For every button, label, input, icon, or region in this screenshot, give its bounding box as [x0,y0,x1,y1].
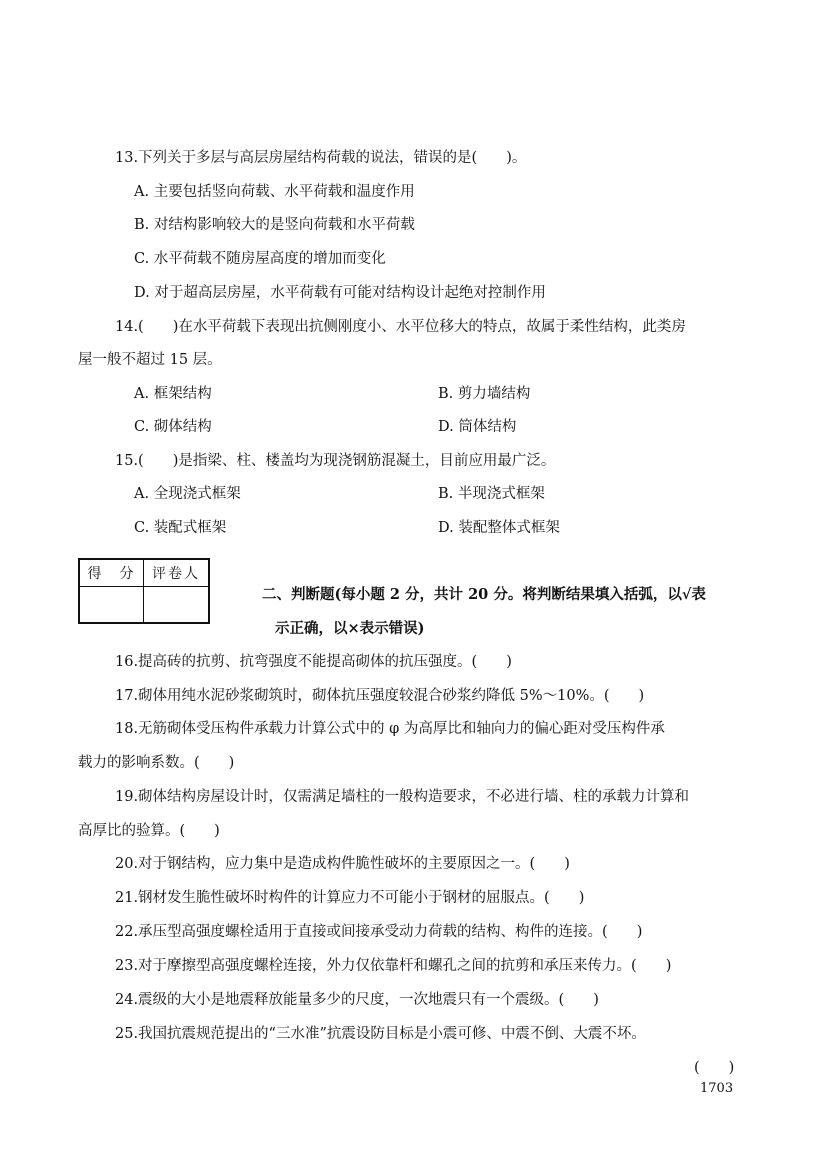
q13-option-a: A. 主要包括竖向荷载、水平荷载和温度作用 [134,184,415,200]
q24: 24.震级的大小是地震释放能量多少的尺度，一次地震只有一个震级。( ) [115,992,599,1008]
q14-option-d: D. 筒体结构 [438,419,517,435]
q23: 23.对于摩擦型高强度螺栓连接，外力仅依靠杆和螺孔之间的抗剪和承压来传力。( ) [115,958,672,974]
q19-line1: 19.砌体结构房屋设计时，仅需满足墙柱的一般构造要求，不必进行墙、柱的承载力计算和 [115,789,690,805]
q15-option-b: B. 半现浇式框架 [438,486,545,502]
q14-option-a: A. 框架结构 [134,386,212,402]
q20: 20.对于钢结构，应力集中是造成构件脆性破坏的主要原因之一。( ) [115,856,570,872]
q25: 25.我国抗震规范提出的“三水准”抗震设防目标是小震可修、中震不倒、大震不坏。 [115,1026,646,1042]
section2-title-line1: 二、判断题(每小题 2 分，共计 20 分。将判断结果填入括弧，以√表 [262,586,706,603]
q15-option-d: D. 装配整体式框架 [438,520,560,536]
q15-option-c: C. 装配式框架 [134,520,227,536]
q14-stem-line1: 14.( )在水平荷载下表现出抗侧刚度小、水平位移大的特点，故属于柔性结构，此类房 [115,319,686,335]
q13-option-c: C. 水平荷载不随房屋高度的增加而变化 [134,251,386,267]
score-cell[interactable] [80,587,144,622]
q21: 21.钢材发生脆性破坏时构件的计算应力不可能小于钢材的屈服点。( ) [115,890,585,906]
q14-option-c: C. 砌体结构 [134,419,212,435]
q25-answer-blank: ( ) [694,1060,735,1076]
grader-cell[interactable] [144,587,208,622]
q16: 16.提高砖的抗剪、抗弯强度不能提高砌体的抗压强度。( ) [115,654,512,670]
q18-line2: 载力的影响系数。( ) [78,755,235,771]
score-label: 得 分 [80,560,144,587]
grader-label: 评卷人 [144,560,208,587]
q14-stem-line2: 屋一般不超过 15 层。 [78,352,222,368]
q14-option-b: B. 剪力墙结构 [438,386,531,402]
q15-stem: 15.( )是指梁、柱、楼盖均为现浇钢筋混凝土，目前应用最广泛。 [115,453,556,469]
q17: 17.砌体用纯水泥砂浆砌筑时，砌体抗压强度较混合砂浆约降低 5%～10%。( ) [115,688,645,704]
q13-option-d: D. 对于超高层房屋，水平荷载有可能对结构设计起绝对控制作用 [134,285,546,301]
page-number: 1703 [700,1081,734,1096]
q13-option-b: B. 对结构影响较大的是竖向荷载和水平荷载 [134,217,415,233]
score-table [78,558,210,624]
q19-line2: 高厚比的验算。( ) [78,823,220,839]
q18-line1: 18.无筋砌体受压构件承载力计算公式中的 φ 为高厚比和轴向力的偏心距对受压构件承 [115,721,665,737]
q22: 22.承压型高强度螺栓适用于直接或间接承受动力荷载的结构、构件的连接。( ) [115,924,643,940]
q13-stem: 13.下列关于多层与高层房屋结构荷载的说法，错误的是( )。 [115,150,527,166]
section2-title-line2: 示正确，以×表示错误) [275,620,425,637]
q15-option-a: A. 全现浇式框架 [134,486,241,502]
